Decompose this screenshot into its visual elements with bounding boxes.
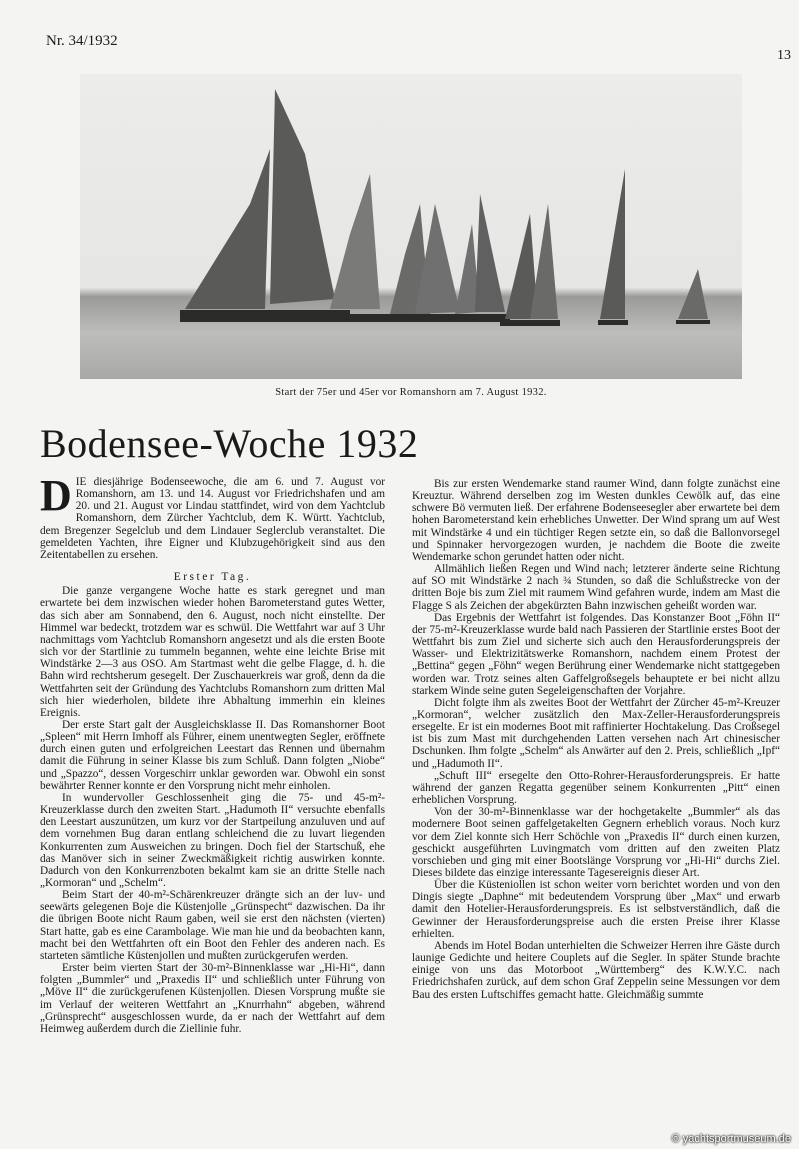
section-heading: Erster Tag. <box>173 571 252 584</box>
intro-text: IE diesjährige Bodenseewoche, die am 6. und 7. August vor Romanshorn, am 13. und 14. August vor Friedrichshafen und am 20. und 21. August vor Lindau stattfindet, wird von dem Yachtclub Romanshorn, dem Zürcher Yachtclub, dem K. Württ. Yachtclub, dem Bregenzer Segelclub und dem Lindauer Seglerclub veranstaltet. Die gemeldeten Yachten, ihre Eigner und Klubzugehörigkeit sind aus den Zeitentabellen zu ersehen. <box>40 476 385 561</box>
paragraph: Die ganze vergangene Woche hatte es stark geregnet und man erwartete bei dem inzwischen wieder hohen Barometerstand gutes Wetter, das sich aber am Sonnabend, den 6. August, noch nicht einstellte. Der Himmel war bedeckt, trotzdem war es schwül. Die Wettfahrt war auf 3 Uhr nachmittags vom Yachtclub Romanshorn angesetzt und als die ersten Boote sich vor der Startlinie zu tummeln begannen, wehte eine leichte Brise mit Windstärke 2—3 aus OSO. Am Startmast weht die gelbe Flagge, d. h. die Bahn wird rechtsherum gesegelt. Der Zuschauerkreis war groß, denn da die Wettfahrten seit der Gründung des Yachtclubs Romanshorn zum dritten Mal sich hier wiederholen, bildete ihre Abhaltung immerhin ein kleines Ereignis. <box>40 585 385 719</box>
paragraph: Von der 30-m²-Binnenklasse war der hochgetakelte „Bummler“ als das modernere Boot seinen gaffelgetakelten Gegnern erheblich voraus. Noch kurz vor dem Ziel konnte sich Herr Schöchle von „Praxedis II“ durch einen kurzen, geschickt ausgeführten Luvingmatch vom dritten auf den zweiten Platz vorschieben und ging mit einer Bootslänge Vorsprung vor „Hi-Hi“ durchs Ziel. Dieses bildete das einzige interessante Tagesereignis dieser Art. <box>412 806 780 879</box>
right-column <box>412 478 780 1001</box>
paragraph: Allmählich ließen Regen und Wind nach; letzterer änderte seine Richtung auf SO mit Windstärke 2 nach ¾ Stunden, so daß die Schlußstrecke von der dritten Boje bis zum Ziel mit raumem Wind gefahren wurde, indem am Mast die Flagge S als Zeichen der abgekürzten Bahn inzwischen geheißt worden war. <box>412 563 780 612</box>
regatta-photo <box>80 74 742 379</box>
paragraph: Erster beim vierten Start der 30-m²-Binnenklasse war „Hi-Hi“, dann folgten „Bummler“ und „Praxedis II“ und schließlich unter Führung von „Möve II“ die zurückgerufenen Küstenjollen. Diesen Vorsprung mußte sie im Verlauf der weiteren Wettfahrt an „Knurrhahn“ abgeben, während „Grünsprecht“ ausgeschlossen wurde, da er nach der Wettfahrt auf dem Heimweg außerdem durch die Ziellinie fuhr. <box>40 962 385 1035</box>
paragraph: „Schuft III“ ersegelte den Otto-Rohrer-Herausforderungspreis. Er hatte während der ganzen Regatta gegenüber seinem Konkurrenten „Pitt“ einen erheblichen Vorsprung. <box>412 769 780 807</box>
paragraph: Der erste Start galt der Ausgleichsklasse II. Das Romanshorner Boot „Spleen“ mit Herrn Imhoff als Führer, einem unentwegten Segler, eröffnete durch einen guten und erfolgreichen Leestart das Rennen und übernahm damit die Führung in seiner Klasse bis zum Schluß. Dann folgten „Niobe“ und „Spazzo“, dessen Vorgeschirr unklar geworden war. Obwohl ein sonst bewährter Renner konnte er den Vorsprung nicht mehr einholen. <box>40 718 385 792</box>
paragraph: Dicht folgte ihm als zweites Boot der Wettfahrt der Zürcher 45-m²-Kreuzer „Kormoran“, welcher zusätzlich den Max-Zeller-Herausforderungspreis ersegelte. Er ist ein modernes Boot mit raffinierter Hochtakelung. Das Croßsegel ist bis zum Mast mit durchgehenden Latten versehen nach Art chinesischer Dschunken. Ihm folgte „Schelm“ als Anwärter auf den 2. Preis, schließlich „Ipf“ und „Hadumoth II“. <box>412 696 780 770</box>
intro-paragraph <box>40 471 385 561</box>
watermark: © yachtsportmuseum.de <box>671 1133 791 1145</box>
page-number: 13 <box>777 48 791 63</box>
photo-caption: Start der 75er und 45er vor Romanshorn am 7. August 1932. <box>275 387 547 398</box>
paragraph: Über die Küsteniollen ist schon weiter vorn berichtet worden und von den Dingis siegte „Daphne“ mit bedeutendem Vorsprung über „Max“ und erwarb damit den Hotelier-Herausforderungspreis. Es ist selbstverständlich, daß die Gewinner der Herausforderungspreise auch die ersten Preise ihrer Klasse erhielten. <box>412 879 780 940</box>
left-column <box>40 471 385 1035</box>
paragraph: Abends im Hotel Bodan unterhielten die Schweizer Herren ihre Gäste durch launige Gedichte und heitere Couplets auf die Segler. In später Stunde brachte einige von uns das Motorboot „Württemberg“ des K.W.Y.C. nach Friedrichshafen zurück, auf dem schon Graf Zeppelin seine Messungen vor dem Bau des ersten Luftschiffes gemacht hatte. Gleichmäßig summte <box>412 939 780 1001</box>
article-title: Bodensee-Woche 1932 <box>40 421 419 466</box>
drop-cap: D <box>40 471 72 520</box>
paragraph: In wundervoller Geschlossenheit ging die 75- und 45-m²-Kreuzerklasse durch den zweiten Start. „Hadumoth II“ versuchte ebenfalls den Leestart auszunützen, um kurz vor der Startpeilung anzuluven und auf dem vornehmen Bug daran entlang schleichend die zu luvart liegenden Konkurrenten zum Ausweichen zu bringen. Doch fiel der Startschuß, ehe das Manöver sich in seiner Zweckmäßigkeit richtig auswirken konnte. Dadurch von den Konkurrenzboten bekalmt kam sie an dritte Stelle nach „Kormoran“ und „Schelm“. <box>40 791 385 889</box>
paragraph: Beim Start der 40-m²-Schärenkreuzer drängte sich an der luv- und seewärts gelegenen Boje die Küstenjolle „Grünspecht“ dazwischen. Da ihr die übrigen Boote nicht Raum gaben, weil sie erst den nächsten (vierten) Start hatte, gab es eine Carambolage. Wie man hie und da beobachten kann, macht bei den Wettfahrten oft ein Boot den Fehler des anderen nach. Es starteten sämtliche Küstenjollen und mußten zurückgerufen werden. <box>40 889 385 962</box>
sailboats-illustration <box>80 74 742 379</box>
issue-number: Nr. 34/1932 <box>46 33 118 49</box>
paragraph: Bis zur ersten Wendemarke stand raumer Wind, dann folgte zunächst eine Kreuztur. Während derselben zog im Westen dunkles Cewölk auf, das eine schwere Bö vermuten ließ. Der erfahrene Bodenseesegler aber erwartete bei dem hohen Barometerstand kein erhebliches Unwetter. Der Wind sprang um auf West mit Windstärke 4 und ein tüchtiger Regen setzte ein, so daß die Ballonvorsegel und Spinnaker hervorgezogen wurden, je nachdem die Boote die zweite Wendemarke schon gerundet hatten oder nicht. <box>412 478 780 563</box>
paragraph: Das Ergebnis der Wettfahrt ist folgendes. Das Konstanzer Boot „Föhn II“ der 75-m²-Kreuzerklasse wurde bald nach Passieren der Startlinie erstes Boot der Wettfahrt bis zum Ziel und sicherte sich auch den Herausforderungspreis der Wasser- und Elektrizitätswerke Romanshorn, nachdem einem Protest der „Bettina“ gegen „Föhn“ wegen Berührung einer Wendemarke nicht stattgegeben worden war. Trotz seines alten Gaffelgroßsegels behauptete er bei nicht allzu starkem Winde seine guten Segeleigenschaften der Vorjahre. <box>412 611 780 697</box>
